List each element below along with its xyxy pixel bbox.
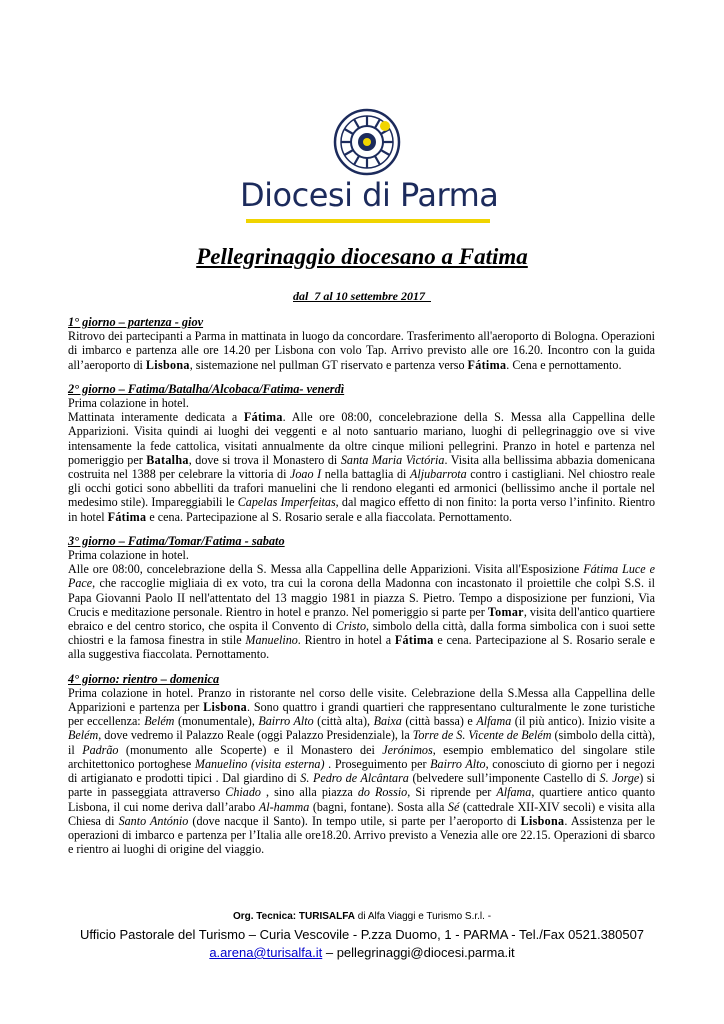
footer-contacts: a.arena@turisalfa.it – pellegrinaggi@diocesi.parma.it: [209, 945, 515, 960]
day-3-breakfast: Prima colazione in hotel.: [68, 548, 189, 563]
day-2-title: 2° giorno – Fatima/Batalha/Alcobaca/Fatima- venerdì: [68, 381, 345, 396]
logo-name: Diocesi di Parma: [240, 176, 499, 214]
day-4-title: 4° giorno: rientro – domenica: [68, 671, 220, 686]
logo-underline-bar: [246, 219, 490, 223]
day-1-title: 1° giorno – partenza - giov: [68, 315, 204, 329]
footer-office: Ufficio Pastorale del Turismo – Curia Vescovile - P.zza Duomo, 1 - PARMA - Tel./Fax 0521.380507: [79, 927, 645, 942]
day-1-section: [68, 315, 655, 372]
day-4-section: [68, 672, 655, 857]
rose-emblem-icon: [333, 108, 401, 176]
day-3-text: Alle ore 08:00, concelebrazione della S. Messa alla Cappellina delle Apparizioni. Visita all'Esposizione Fátima Luce e Pace, che raccoglie migliaia di ex voto, tra cui la corona della Madonna con incastonato il proiettile che colpì S.S. il Papa Giovanni Paolo II nell'attentato del 13 maggio 1981 in piazza S. Pietro. Tempo a disposizione per funzioni, Via Crucis e meditazione personale. Rientro in hotel e pranzo. Nel pomeriggio si parte per Tomar, visita dell'antico quartiere ebraico e del centro storico, che ospita il Convento di Cristo, simbolo della città, dalla forma simbolica con i suoi sette chiostri e la famosa finestra in stile Manuelino. Rientro in hotel a Fátima e cena. Partecipazione al S. Rosario serale e alla suggestiva fiaccolata. Pernottamento.: [68, 562, 655, 662]
day-2-breakfast: Prima colazione in hotel.: [68, 396, 189, 411]
page-title: Pellegrinaggio diocesano a Fatima: [196, 244, 528, 269]
footer-organizer: Org. Tecnica: TURISALFA di Alfa Viaggi e Turismo S.r.l. -: [232, 911, 492, 922]
day-4-text: Prima colazione in hotel. Pranzo in ristorante nel corso delle visite. Celebrazione della S.Messa alla Cappellina delle Apparizioni e partenza per Lisbona. Sono quattro i grandi quartieri che rappresentano culturalmente le zone turistiche per eccellenza: Belém (monumentale), Bairro Alto (città alta), Baixa (città bassa) e Alfama (il più antico). Inizio visite a Belém, dove vedremo il Palazzo Reale (oggi Palazzo Presidenziale), la Torre de S. Vicente de Belém (simbolo della città), il Padrão (monumento alle Scoperte) e il Monastero dei Jerónimos, esempio emblematico del singolare stile architettonico portoghese Manuelino (visita esterna) . Proseguimento per Bairro Alto, conosciuto di giorno per i negozi di artigianato e prodotti tipici . Dal giardino di S. Pedro de Alcântara (belvedere sull’imponente Castello di S. Jorge) si parte in passeggiata attraverso Chiado , sino alla piazza do Rossio, Si riprende per Alfama, quartiere antico quanto Lisbona, il cui nome deriva dall’arabo Al-hamma (bagni, fontane). Sosta alla Sé (cattedrale XII-XIV secoli) e visita alla Chiesa di Santo António (dove nacque il Santo). In tempo utile, si parte per l’aeroporto di Lisbona. Assistenza per le operazioni di imbarco e partenza per l’Italia alle ore18.20. Arrivo previsto a Venezia alle ore 22.15. Operazioni di sbarco e rientro ai luoghi di origine del viaggio.: [68, 685, 656, 857]
day-2-text: Mattinata interamente dedicata a Fátima. Alle ore 08:00, concelebrazione della S. Messa alla Cappellina delle Apparizioni. Visita quindi ai luoghi dei veggenti e al noto santuario mariano, luoghi di pellegrinaggio ove si vive intensamente la fede cattolica, visitati annualmente da oltre cinque milioni pellegrini. Pranzo in hotel e partenza nel pomeriggio per Batalha, dove si trova il Monastero di Santa Maria Victória. Visita alla bellissima abbazia domenicana costruita nel 1388 per celebrare la vittoria di Joao I nella battaglia di Aljubarrota contro i castigliani. Nel chiostro reale gli occhi gotici sono abbelliti da trafori manuelini che li rendono eleganti ed armonici (bellissimo anche il portale nel medesimo stile). Impareggiabili le Capelas Imperfeitas, dal magico effetto di non finito: la porta verso l’infinito. Rientro in hotel Fátima e cena. Partecipazione al S. Rosario serale e alla fiaccolata. Pernottamento.: [68, 410, 656, 524]
diocese-logo: [240, 108, 499, 226]
day-2-section: [68, 382, 655, 524]
day-3-title: 3° giorno – Fatima/Tomar/Fatima - sabato: [68, 533, 285, 548]
trip-dates: dal 7 al 10 settembre 2017: [293, 289, 431, 303]
itinerary: [68, 315, 655, 866]
day-3-section: [68, 534, 655, 662]
footer: [0, 911, 724, 960]
day-1-text: Ritrovo dei partecipanti a Parma in mattinata in luogo da concordare. Trasferimento all'aeroporto di Bologna. Operazioni di imbarco e partenza alle ore 14.20 per Lisbona con volo Tap. Arrivo previsto alle ore 16.20. Incontro con la guida all’aeroporto di Lisbona, sistemazione nel pullman GT riservato e partenza verso Fátima. Cena e pernottamento.: [68, 329, 655, 372]
email-link[interactable]: a.arena@turisalfa.it: [209, 945, 323, 960]
